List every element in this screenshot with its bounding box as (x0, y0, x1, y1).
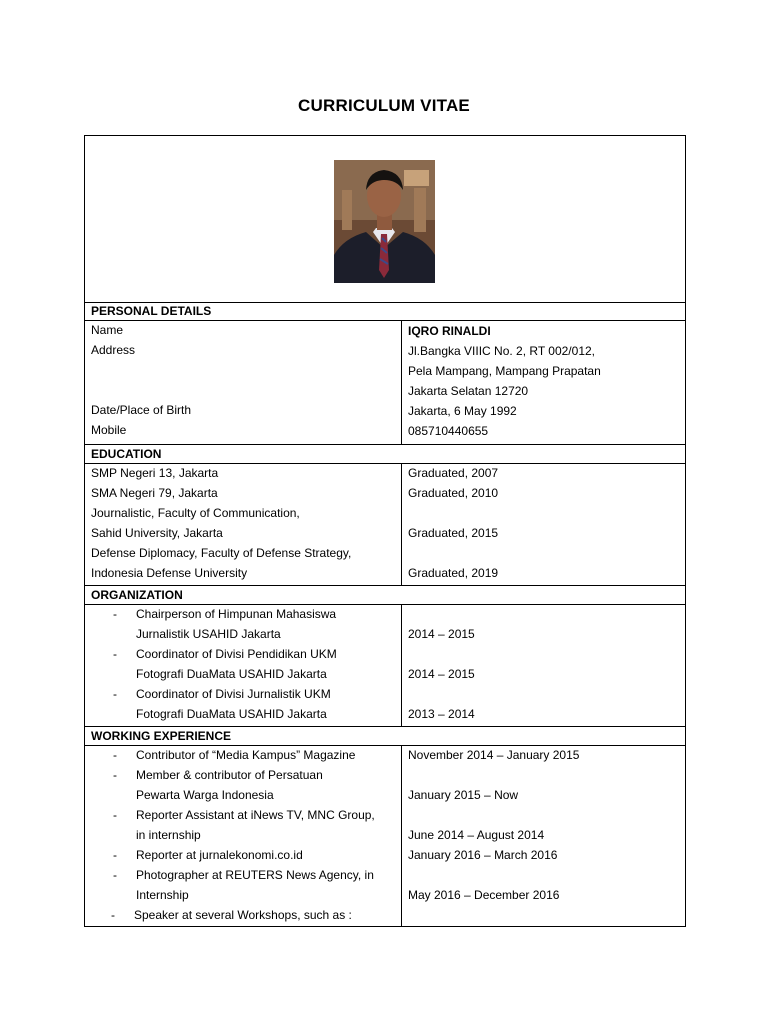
work-item: Speaker at several Workshops, such as : (134, 908, 352, 922)
education-header: EDUCATION (85, 445, 685, 464)
edu-item: Sahid University, Jakarta (91, 526, 223, 540)
personal-details-header: PERSONAL DETAILS (85, 302, 685, 321)
work-item: Internship (136, 888, 189, 902)
org-item: Coordinator of Divisi Pendidikan UKM (136, 647, 337, 661)
org-item: Chairperson of Himpunan Mahasiswa (136, 607, 337, 621)
cv-title: CURRICULUM VITAE (298, 96, 470, 115)
work-item: Contributor of “Media Kampus” Magazine (136, 748, 356, 762)
org-bullet: - (113, 687, 117, 701)
work-date: June 2014 – August 2014 (408, 828, 545, 842)
work-item: Photographer at REUTERS News Agency, in (136, 868, 374, 882)
mobile-label: Mobile (91, 423, 127, 437)
work-bullet: - (113, 768, 117, 782)
dob-value: Jakarta, 6 May 1992 (408, 404, 517, 418)
work-date: January 2015 – Now (408, 788, 519, 802)
organization-header: ORGANIZATION (85, 586, 685, 605)
work-bullet: - (113, 748, 117, 762)
dob-label: Date/Place of Birth (91, 403, 192, 417)
address-label: Address (91, 343, 136, 357)
work-item: in internship (136, 828, 201, 842)
work-item: Reporter at jurnalekonomi.co.id (136, 848, 303, 862)
org-date: 2013 – 2014 (408, 707, 475, 721)
address-line-2: Pela Mampang, Mampang Prapatan (408, 364, 601, 378)
work-bullet: - (113, 848, 117, 862)
org-item: Coordinator of Divisi Jurnalistik UKM (136, 687, 331, 701)
name-value: IQRO RINALDI (408, 324, 491, 338)
work-date: January 2016 – March 2016 (408, 848, 558, 862)
work-bullet: - (111, 908, 115, 922)
edu-item: Defense Diplomacy, Faculty of Defense Strategy, (91, 546, 352, 560)
address-line-3: Jakarta Selatan 12720 (408, 384, 529, 398)
org-item: Fotografi DuaMata USAHID Jakarta (136, 707, 327, 721)
edu-date: Graduated, 2010 (408, 486, 499, 500)
profile-photo (334, 160, 435, 283)
org-bullet: - (113, 647, 117, 661)
org-bullet: - (113, 607, 117, 621)
edu-date: Graduated, 2019 (408, 566, 499, 580)
cv-table (84, 135, 686, 927)
edu-date: Graduated, 2007 (408, 466, 499, 480)
org-item: Fotografi DuaMata USAHID Jakarta (136, 667, 327, 681)
org-item: Jurnalistik USAHID Jakarta (136, 627, 281, 641)
edu-item: SMA Negeri 79, Jakarta (91, 486, 218, 500)
name-label: Name (91, 323, 124, 337)
edu-date: Graduated, 2015 (408, 526, 499, 540)
work-item: Member & contributor of Persatuan (136, 768, 323, 782)
edu-item: SMP Negeri 13, Jakarta (91, 466, 219, 480)
org-date: 2014 – 2015 (408, 627, 475, 641)
working-experience-header: WORKING EXPERIENCE (85, 727, 685, 746)
work-item: Reporter Assistant at iNews TV, MNC Group, (136, 808, 375, 822)
work-date: May 2016 – December 2016 (408, 888, 560, 902)
work-date: November 2014 – January 2015 (408, 748, 580, 762)
work-bullet: - (113, 808, 117, 822)
edu-item: Indonesia Defense University (91, 566, 248, 580)
mobile-value: 085710440655 (408, 424, 489, 438)
work-bullet: - (113, 868, 117, 882)
org-date: 2014 – 2015 (408, 667, 475, 681)
work-item: Pewarta Warga Indonesia (136, 788, 274, 802)
address-line-1: Jl.Bangka VIIIC No. 2, RT 002/012, (408, 344, 595, 358)
photo-row (85, 136, 685, 303)
edu-item: Journalistic, Faculty of Communication, (91, 506, 300, 520)
